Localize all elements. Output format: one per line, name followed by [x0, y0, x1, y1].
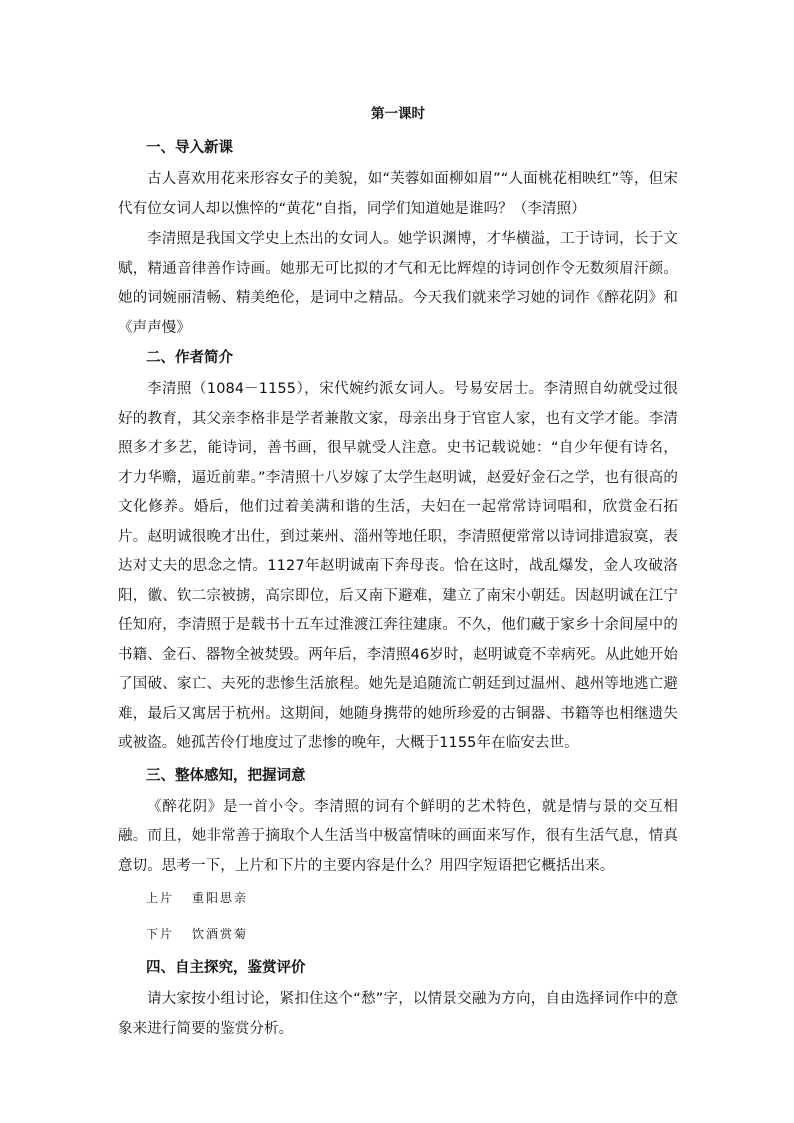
- document-page: [118, 95, 678, 1045]
- section-heading-intro: 一、导入新课: [146, 140, 233, 156]
- summary-item-value: 重阳思亲: [192, 891, 249, 905]
- summary-item-lower: [118, 921, 678, 947]
- author-paragraph: 李清照（1084－1155），宋代婉约派女词人。号易安居士。李清照自幼就受过很好的教育，其父亲李格非是学者兼散文家，母亲出身于官宦人家，也有文学才能。李清照多才多艺，能诗词，善书画，很早就受人注意。史书记载说她：“自少年便有诗名，才力华赡，逼近前辈。”李清照十八岁嫁了太学生赵明诚，赵爱好金石之学，也有很高的文化修养。婚后，他们过着美满和谐的生活，夫妇在一起常常诗词唱和，欣赏金石拓片。赵明诚很晚才出仕，到过莱州、淄州等地任职，李清照便常常以诗词排遣寂寞，表达对丈夫的思念之情。1127年赵明诚南下奔母丧。恰在这时，战乱爆发，金人攻破洛阳，徽、钦二宗被掳，高宗即位，后又南下避难，建立了南宋小朝廷。因赵明诚在江宁任知府，李清照于是载书十五车过淮渡江奔往建康。不久，他们藏于家乡十余间屋中的书籍、金石、器物全被焚毁。两年后，李清照46岁时，赵明诚竟不幸病死。从此她开始了国破、家亡、夫死的悲惨生活旅程。她先是追随流亡朝廷到过温州、越州等地逃亡避难，最后又寓居于杭州。这期间，她随身携带的她所珍爱的古铜器、书籍等也相继遗失或被盗。她孤苦伶仃地度过了悲惨的晚年，大概于1155年在临安去世。: [118, 381, 678, 751]
- intro-paragraph-2: 李清照是我国文学史上杰出的女词人。她学识渊博，才华横溢，工于诗词，长于文赋，精通音律善作诗画。她那无可比拟的才气和无比辉煌的诗词创作令无数须眉汗颜。她的词婉丽清畅、精美绝伦，是词中之精品。今天我们就来学习她的词作《醉花阴》和《声声慢》: [118, 231, 678, 336]
- section-heading-author: 二、作者简介: [146, 350, 233, 366]
- summary-item-value: 饮酒赏菊: [192, 927, 249, 941]
- section-heading-inquiry: 四、自主探究，鉴赏评价: [146, 960, 306, 976]
- section-heading-overview: 三、整体感知，把握词意: [146, 767, 306, 784]
- summary-item-upper: [118, 885, 678, 911]
- inquiry-paragraph: 请大家按小组讨论，紧扣住这个“愁”字，以情景交融为方向，自由选择词作中的意象来进行简要的鉴赏分析。: [118, 991, 678, 1037]
- overview-paragraph: 《醉花阴》是一首小令。李清照的词有个鲜明的艺术特色，就是情与景的交互相融。而且，她非常善于摘取个人生活当中极富情味的画面来写作，很有生活气息，情真意切。思考一下，上片和下片的主要内容是什么？用四字短语把它概括出来。: [118, 798, 678, 874]
- summary-item-label: 下片: [146, 927, 175, 941]
- intro-paragraph-1: 古人喜欢用花来形容女子的美貌，如“芙蓉如面柳如眉”“人面桃花相映红”等，但宋代有位女词人却以憔悴的“黄花”自指，同学们知道她是谁吗？（李清照）: [118, 171, 678, 217]
- summary-item-label: 上片: [146, 891, 175, 905]
- page-title: 第一课时: [371, 106, 425, 122]
